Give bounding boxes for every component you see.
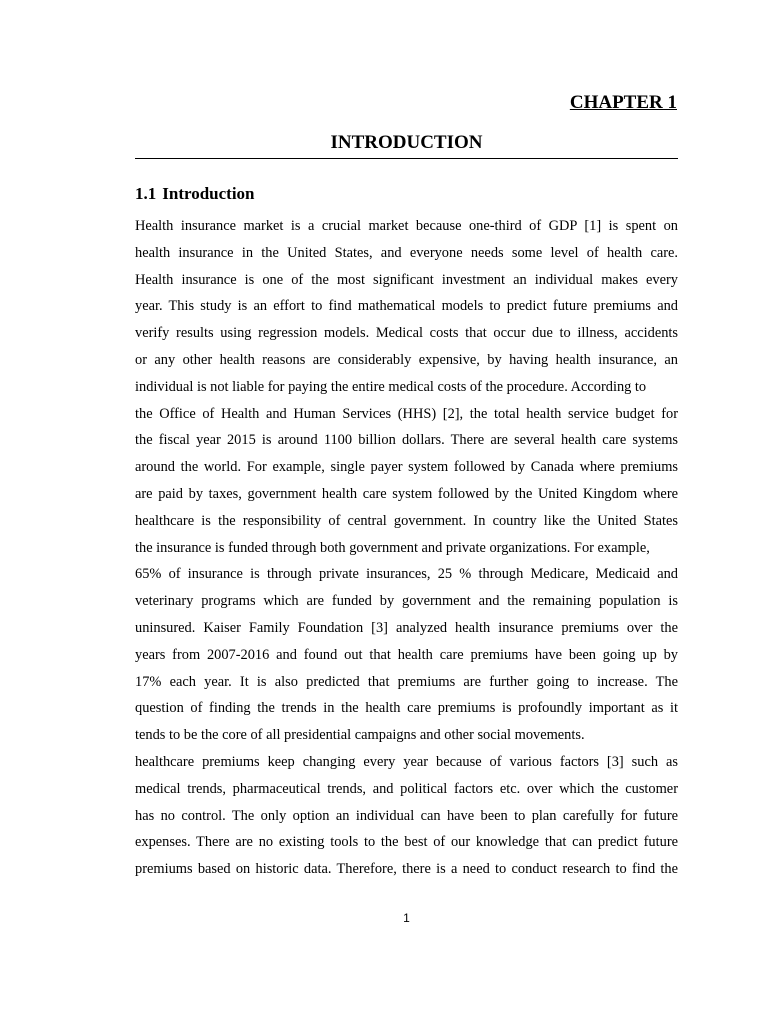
body-line: the Office of Health and Human Services (HHS) [2], the total health service budget for — [135, 405, 678, 422]
main-title: INTRODUCTION — [330, 132, 483, 153]
body-line: verify results using regression models. Medical costs that occur due to illness, accidents — [135, 325, 678, 342]
body-line: year. This study is an effort to find mathematical models to predict future premiums and — [135, 298, 678, 315]
body-line: health insurance in the United States, and everyone needs some level of health care. — [135, 244, 678, 261]
body-line: the fiscal year 2015 is around 1100 billion dollars. There are several health care systems — [135, 432, 678, 449]
body-line: question of finding the trends in the health care premiums is profoundly important as it — [135, 700, 678, 717]
body-line: 17% each year. It is also predicted that premiums are further going to increase. The — [135, 673, 678, 690]
body-line: healthcare premiums keep changing every year because of various factors [3] such as — [135, 753, 678, 770]
section-title: Introduction — [162, 184, 255, 203]
body-line: 65% of insurance is through private insurances, 25 % through Medicare, Medicaid and — [135, 566, 678, 583]
body-line: the insurance is funded through both government and private organizations. For example, — [135, 539, 650, 556]
body-line: uninsured. Kaiser Family Foundation [3] analyzed health insurance premiums over the — [135, 619, 678, 636]
body-line: Health insurance market is a crucial market because one-third of GDP [1] is spent on — [135, 218, 678, 234]
section-heading — [135, 184, 255, 204]
chapter-label: CHAPTER 1 — [569, 92, 677, 113]
body-line: premiums based on historic data. Therefore, there is a need to conduct research to find the — [135, 861, 678, 878]
body-line: has no control. The only option an individual can have been to plan carefully for future — [135, 807, 678, 824]
body-line: healthcare is the responsibility of central government. In country like the United States — [135, 512, 678, 529]
body-line: medical trends, pharmaceutical trends, and political factors etc. over which the customer — [135, 780, 678, 797]
section-number: 1.1 — [135, 184, 157, 203]
body-line: years from 2007-2016 and found out that health care premiums have been going up by — [135, 646, 678, 663]
body-line: expenses. There are no existing tools to the best of our knowledge that can predict future — [135, 834, 678, 851]
page-number: 1 — [403, 911, 410, 925]
body-line: Health insurance is one of the most significant investment an individual makes every — [135, 271, 678, 288]
body-line: individual is not liable for paying the entire medical costs of the procedure. According to — [135, 378, 647, 395]
body-line: veterinary programs which are funded by government and the remaining population is — [135, 593, 678, 610]
title-underline-rule — [135, 158, 678, 159]
body-text — [135, 213, 678, 883]
body-line: tends to be the core of all presidential campaigns and other social movements. — [135, 727, 585, 744]
body-line: are paid by taxes, government health care system followed by the United Kingdom where — [135, 485, 678, 502]
body-line: around the world. For example, single payer system followed by Canada where premiums — [135, 459, 678, 476]
body-line: or any other health reasons are considerably expensive, by having health insurance, an — [135, 351, 678, 368]
